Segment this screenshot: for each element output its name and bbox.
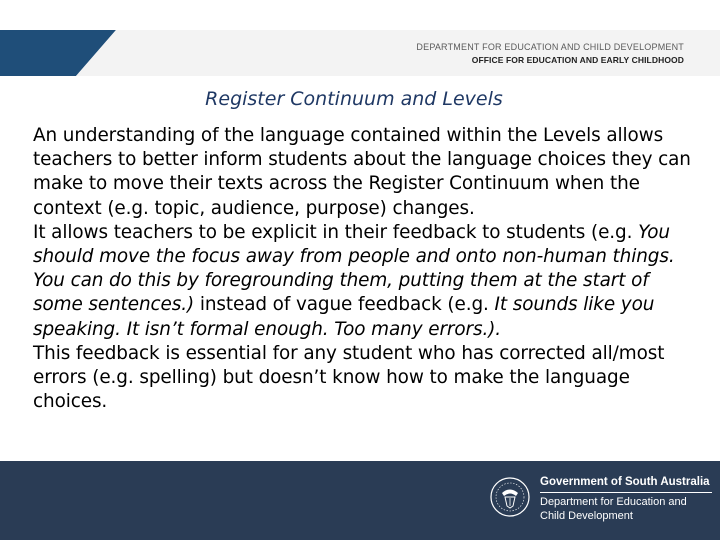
paragraph-3: This feedback is essential for any student who has corrected all/most errors (e.g. spelling) but doesn’t know how to make the language choices. — [33, 342, 665, 413]
slide-title-text: Register Continuum and Levels — [205, 88, 503, 110]
slide-title — [0, 88, 720, 110]
government-crest-icon — [489, 476, 531, 518]
footer-department-line-1: Department for Education and — [540, 496, 687, 508]
paragraph-2-intro: It allows teachers to be explicit in their feedback to students (e.g. — [33, 221, 639, 243]
paragraph-2-example-explicit: You should move the focus away from people and onto non-human things. You can do this by foregrounding them, putting them at the start of some sentences.) — [33, 221, 675, 316]
footer-divider — [540, 492, 712, 493]
office-name: OFFICE FOR EDUCATION AND EARLY CHILDHOOD — [471, 55, 684, 65]
paragraph-2-example-vague: It sounds like you speaking. It isn’t formal enough. Too many errors.). — [33, 294, 655, 340]
paragraph-1: An understanding of the language contained within the Levels allows teachers to better inform students about the language choices they can make to move their texts across the Register Continuum when the context (e.g. topic, audience, purpose) changes. — [33, 125, 691, 219]
paragraph-2-middle: instead of vague feedback (e.g. — [194, 294, 495, 316]
paragraph-2 — [33, 221, 693, 342]
footer-department-line-2: Child Development — [540, 510, 633, 522]
department-name: DEPARTMENT FOR EDUCATION AND CHILD DEVELOPMENT — [416, 42, 684, 52]
header-band-graphic — [0, 30, 720, 76]
government-name: Government of South Australia — [540, 476, 710, 488]
header-band — [0, 30, 720, 76]
slide-body — [33, 124, 693, 414]
